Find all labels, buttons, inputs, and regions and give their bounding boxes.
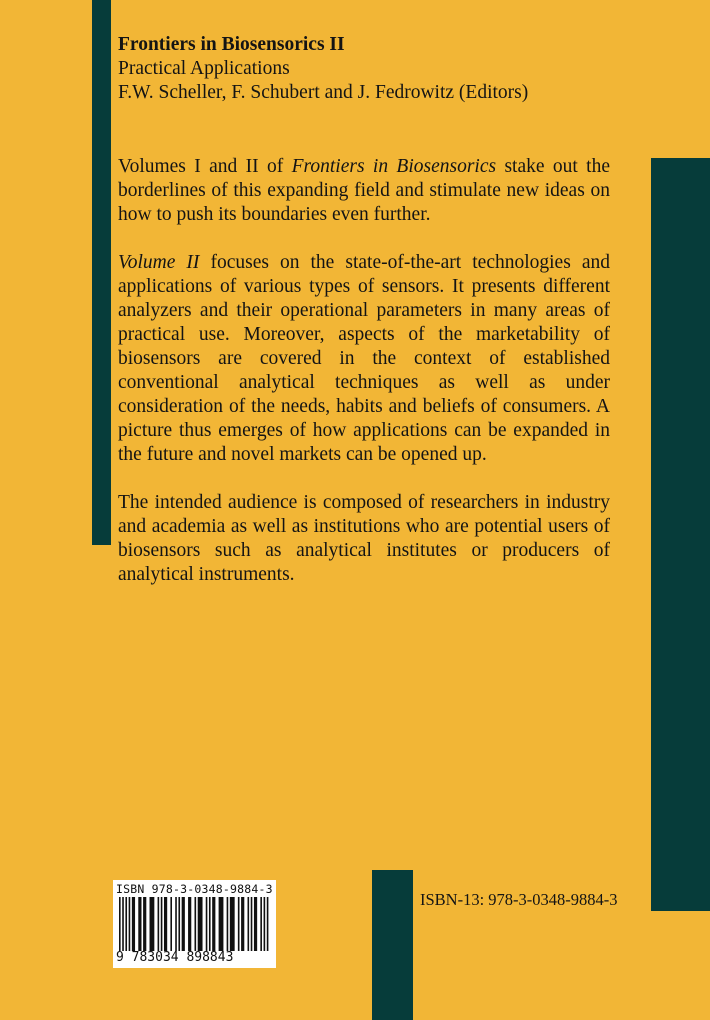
blurb-paragraph-2: Volume II focuses on the state-of-the-art technologies and applications of various types of sensors. It presents different analyzers and their operational parameters in many areas of practical use. Moreover, aspects of the marketability of biosensors are covered in the context of established conventional analytical techniques as well as under consideration of the needs, habits and beliefs of consumers. A picture thus emerges of how applications can be expanded in the future and novel markets can be opened up.: [118, 252, 610, 465]
right-decorative-bar: [651, 158, 710, 911]
barcode-bars: [119, 897, 270, 951]
barcode-bar: [195, 897, 197, 951]
barcode-bar: [125, 897, 127, 951]
series-title: Frontiers in Biosensorics: [291, 156, 497, 177]
barcode-bar: [251, 897, 253, 951]
barcode-bar: [209, 897, 211, 951]
barcode-bar: [264, 897, 266, 951]
barcode-bar: [260, 897, 262, 951]
barcode-bar: [182, 897, 185, 951]
barcode-bar: [206, 897, 208, 951]
barcode-bar: [227, 897, 229, 951]
barcode-bar: [132, 897, 135, 951]
blurb-paragraph-3: The intended audience is composed of researchers in industry and academia as well as institutions who are potential users of biosensors such as analytical institutes or producers of analytical instruments.: [118, 492, 610, 585]
barcode-bar: [238, 897, 240, 951]
book-editors: F.W. Scheller, F. Schubert and J. Fedrowitz (Editors): [118, 82, 529, 103]
isbn-13-label: ISBN-13: 978-3-0348-9884-3: [420, 890, 618, 909]
volume-name: Volume II: [118, 252, 200, 273]
barcode-bar: [175, 897, 177, 951]
barcode: [113, 880, 276, 968]
barcode-bar: [178, 897, 180, 951]
book-title: Frontiers in Biosensorics II: [118, 34, 345, 55]
barcode-bar: [170, 897, 172, 951]
blurb: [118, 155, 610, 611]
book-subtitle: Practical Applications: [118, 58, 290, 79]
barcode-bar: [230, 897, 235, 951]
barcode-bar: [119, 897, 121, 951]
barcode-bar: [150, 897, 155, 951]
barcode-bar: [122, 897, 124, 951]
barcode-bar: [129, 897, 131, 951]
barcode-bar: [267, 897, 269, 951]
barcode-bar: [161, 897, 163, 951]
barcode-isbn-label: ISBN 978-3-0348-9884-3: [116, 882, 273, 896]
barcode-bar: [158, 897, 160, 951]
barcode-bar: [164, 897, 167, 951]
barcode-bar: [241, 897, 244, 951]
barcode-bar: [188, 897, 191, 951]
barcode-digits: 9 783034 898843: [116, 950, 234, 965]
left-decorative-bar: [92, 0, 111, 545]
book-header: [118, 33, 638, 105]
barcode-bar: [143, 897, 146, 951]
barcode-bar: [212, 897, 215, 951]
barcode-bar: [198, 897, 203, 951]
barcode-bar: [248, 897, 250, 951]
barcode-bar: [138, 897, 141, 951]
blurb-paragraph-1: Volumes I and II of Frontiers in Biosensorics stake out the borderlines of this expanding field and stimulate new ideas on how to push its boundaries even further.: [118, 156, 610, 225]
barcode-bar: [254, 897, 257, 951]
barcode-bar: [219, 897, 224, 951]
bottom-decorative-bar: [372, 870, 413, 1020]
